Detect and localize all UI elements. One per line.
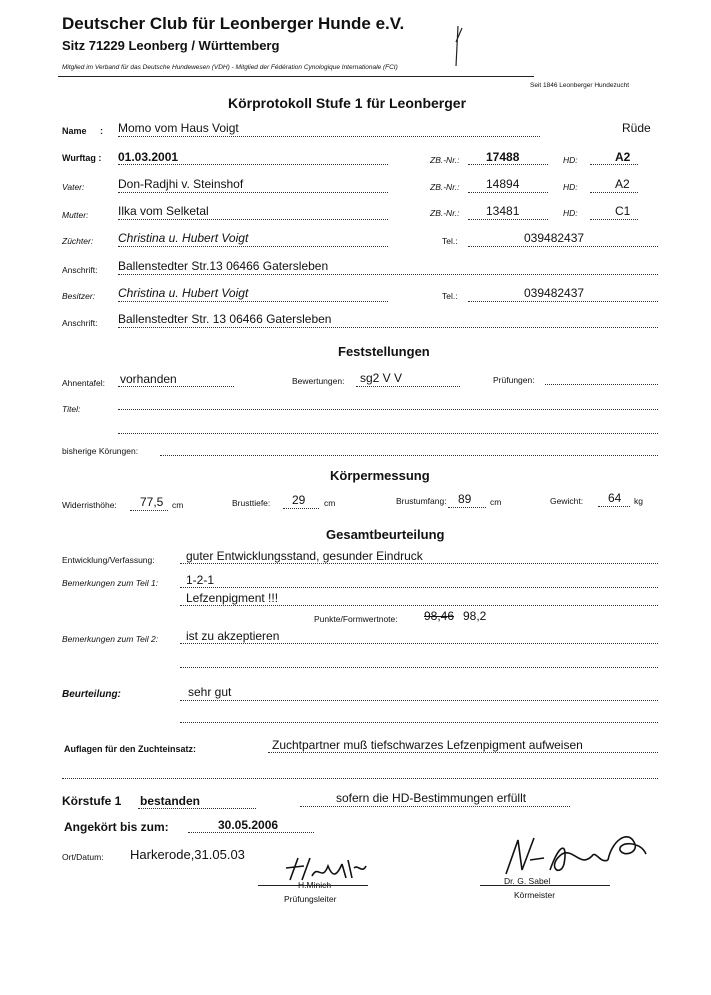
owner-line bbox=[118, 301, 388, 302]
place-value: Harkerode,31.05.03 bbox=[130, 847, 245, 862]
weight-value: 64 bbox=[608, 491, 622, 505]
score-value: 98,2 bbox=[463, 609, 487, 623]
mother-line bbox=[118, 219, 388, 220]
conditions-rule-2 bbox=[62, 778, 658, 779]
header-mark-icon bbox=[450, 22, 470, 72]
owner-name: Christina u. Hubert Voigt bbox=[118, 286, 249, 300]
conditions-label: Auflagen für den Zuchteinsatz: bbox=[64, 744, 197, 754]
remarks1-rule-1 bbox=[180, 587, 658, 588]
dog-sex: Rüde bbox=[622, 121, 651, 135]
owner-tel: 039482437 bbox=[524, 286, 585, 300]
father-name: Don-Radjhi v. Steinshof bbox=[118, 177, 244, 191]
owner-tel-line bbox=[468, 301, 658, 302]
remarks1-line1: 1-2-1 bbox=[186, 573, 215, 587]
conditions-value: Zuchtpartner muß tiefschwarzes Lefzenpigment aufweisen bbox=[272, 738, 583, 752]
measurements-title: Körpermessung bbox=[330, 468, 430, 483]
father-zb-line bbox=[468, 192, 548, 193]
name-line bbox=[118, 136, 540, 137]
until-line bbox=[188, 832, 314, 833]
ratings-label: Bewertungen: bbox=[292, 376, 345, 386]
height-label: Widerristhöhe: bbox=[62, 500, 117, 510]
judgement-rule-2 bbox=[180, 722, 658, 723]
dog-zb: 17488 bbox=[486, 150, 520, 164]
remarks2-value: ist zu akzeptieren bbox=[186, 629, 280, 643]
father-line bbox=[118, 192, 388, 193]
titles-line-1 bbox=[118, 409, 658, 410]
left-sig-name: H.Minich bbox=[298, 880, 332, 890]
remarks1-label: Bemerkungen zum Teil 1: bbox=[62, 578, 159, 588]
breeder-tel: 039482437 bbox=[524, 231, 585, 245]
remarks1-rule-2 bbox=[180, 605, 658, 606]
judgement-label: Beurteilung: bbox=[62, 689, 121, 700]
passed-line bbox=[138, 808, 256, 809]
owner-addr-label: Anschrift: bbox=[62, 318, 98, 328]
depth-unit: cm bbox=[324, 498, 336, 508]
conditions-rule-1 bbox=[268, 752, 658, 753]
breeder-name: Christina u. Hubert Voigt bbox=[118, 231, 249, 245]
breeder-addr-line bbox=[118, 274, 658, 275]
weight-label: Gewicht: bbox=[550, 496, 584, 506]
pedigree-value: vorhanden bbox=[120, 372, 177, 386]
passed-value: bestanden bbox=[140, 794, 201, 808]
exams-line bbox=[545, 384, 658, 385]
dev-line bbox=[180, 563, 658, 564]
father-zb-label: ZB.-Nr.: bbox=[430, 182, 460, 192]
remarks2-label: Bemerkungen zum Teil 2: bbox=[62, 634, 159, 644]
zb-label: ZB.-Nr.: bbox=[430, 155, 460, 165]
level-label: Körstufe 1 bbox=[62, 794, 122, 808]
dev-label: Entwicklung/Verfassung: bbox=[62, 555, 155, 565]
breeder-address: Ballenstedter Str.13 06466 Gatersleben bbox=[118, 259, 329, 273]
hd-note: sofern die HD-Bestimmungen erfüllt bbox=[336, 791, 527, 805]
breeder-addr-label: Anschrift: bbox=[62, 265, 98, 275]
remarks1-line2: Lefzenpigment !!! bbox=[186, 591, 279, 605]
height-line bbox=[130, 510, 168, 511]
ratings-value: sg2 V V bbox=[360, 371, 403, 385]
weight-unit: kg bbox=[634, 496, 643, 506]
place-label: Ort/Datum: bbox=[62, 852, 104, 862]
score-label: Punkte/Formwertnote: bbox=[314, 614, 398, 624]
score-struck: 98,46 bbox=[424, 609, 455, 623]
right-sig-role: Körmeister bbox=[514, 890, 556, 900]
right-sig-name: Dr. G. Sabel bbox=[504, 876, 551, 886]
dev-value: guter Entwicklungsstand, gesunder Eindruck bbox=[186, 549, 423, 563]
dob-label: Wurftag : bbox=[62, 153, 102, 163]
girth-unit: cm bbox=[490, 497, 502, 507]
exams-label: Prüfungen: bbox=[493, 375, 535, 385]
hd-label: HD: bbox=[563, 155, 578, 165]
until-label: Angekört bis zum: bbox=[64, 820, 169, 834]
girth-line bbox=[448, 507, 486, 508]
remarks2-rule-2 bbox=[180, 667, 658, 668]
depth-line bbox=[283, 508, 319, 509]
form-title: Körprotokoll Stufe 1 für Leonberger bbox=[228, 95, 467, 111]
owner-tel-label: Tel.: bbox=[442, 291, 458, 301]
father-label: Vater: bbox=[62, 182, 85, 192]
depth-label: Brusttiefe: bbox=[232, 498, 271, 508]
breeder-tel-line bbox=[468, 246, 658, 247]
father-hd: A2 bbox=[615, 177, 630, 191]
girth-value: 89 bbox=[458, 492, 472, 506]
mother-hd-line bbox=[590, 219, 638, 220]
ratings-line bbox=[356, 386, 460, 387]
left-sig-role: Prüfungsleiter bbox=[284, 894, 337, 904]
owner-address: Ballenstedter Str. 13 06466 Gatersleben bbox=[118, 312, 332, 326]
dob-line bbox=[118, 164, 388, 165]
mother-zb: 13481 bbox=[486, 204, 520, 218]
father-zb: 14894 bbox=[486, 177, 520, 191]
titles-label: Titel: bbox=[62, 404, 81, 414]
until-value: 30.05.2006 bbox=[218, 818, 279, 832]
mother-label: Mutter: bbox=[62, 210, 89, 220]
height-unit: cm bbox=[172, 500, 184, 510]
depth-value: 29 bbox=[292, 493, 306, 507]
header-rule bbox=[58, 76, 534, 77]
club-seat: Sitz 71229 Leonberg / Württemberg bbox=[62, 38, 280, 53]
mother-zb-label: ZB.-Nr.: bbox=[430, 208, 460, 218]
hd-line bbox=[590, 164, 638, 165]
name-label: Name bbox=[62, 126, 87, 136]
dog-dob: 01.03.2001 bbox=[118, 150, 179, 164]
judgement-rule-1 bbox=[180, 700, 658, 701]
judgement-value: sehr gut bbox=[188, 685, 232, 699]
titles-line-2 bbox=[118, 433, 658, 434]
dog-hd: A2 bbox=[615, 150, 631, 164]
breeder-label: Züchter: bbox=[62, 236, 94, 246]
girth-label: Brustumfang: bbox=[396, 496, 447, 506]
name-colon: : bbox=[100, 126, 103, 136]
prev-label: bisherige Körungen: bbox=[62, 446, 139, 456]
findings-title: Feststellungen bbox=[338, 344, 430, 359]
pedigree-line bbox=[118, 386, 234, 387]
mother-hd: C1 bbox=[615, 204, 631, 218]
assessment-title: Gesamtbeurteilung bbox=[326, 527, 445, 542]
height-value: 77,5 bbox=[140, 495, 164, 509]
owner-label: Besitzer: bbox=[62, 291, 96, 301]
pedigree-label: Ahnentafel: bbox=[62, 378, 106, 388]
owner-addr-line bbox=[118, 327, 658, 328]
since-note: Seit 1846 Leonberger Hundezucht bbox=[530, 82, 630, 89]
dog-name: Momo vom Haus Voigt bbox=[118, 121, 239, 135]
zb-line bbox=[468, 164, 548, 165]
mother-zb-line bbox=[468, 219, 548, 220]
father-hd-label: HD: bbox=[563, 182, 578, 192]
father-hd-line bbox=[590, 192, 638, 193]
weight-line bbox=[598, 506, 630, 507]
prev-line bbox=[160, 455, 658, 456]
remarks2-rule-1 bbox=[180, 643, 658, 644]
breeder-tel-label: Tel.: bbox=[442, 236, 458, 246]
mother-name: Ilka vom Selketal bbox=[118, 204, 209, 218]
hd-note-line bbox=[300, 806, 570, 807]
mother-hd-label: HD: bbox=[563, 208, 578, 218]
club-name: Deutscher Club für Leonberger Hunde e.V. bbox=[62, 14, 405, 33]
breeder-line bbox=[118, 246, 388, 247]
membership-note: Mitglied im Verband für das Deutsche Hundewesen (VDH) - Mitglied der Fédération Cynologique Internationale (FCI) bbox=[62, 64, 398, 71]
